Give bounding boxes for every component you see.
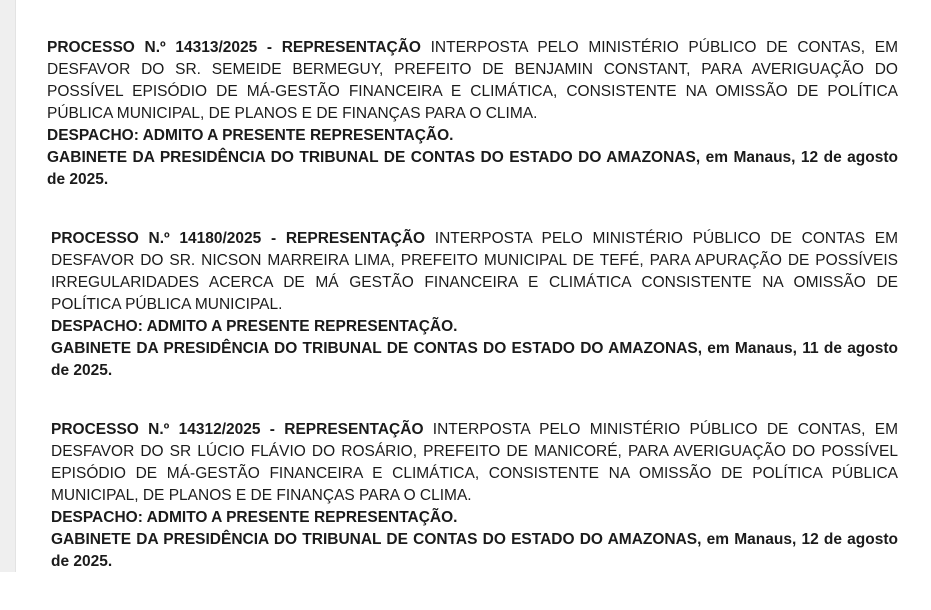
process-body: INTERPOSTA PELO MINISTÉRIO PÚBLICO DE CONTAS EM DESFAVOR DO SR. NICSON MARREIRA LIMA, PREFEITO MUNICIPAL DE TEFÉ, PARA APURAÇÃO DE POSSÍVEIS IRREGULARIDADES ACERCA DE MÁ GESTÃO FINANCEIRA E CLIMÁTICA CONSISTENTE NA OMISSÃO DE POLÍTICA PÚBLICA MUNICIPAL.: [51, 230, 899, 313]
gabinete-line: GABINETE DA PRESIDÊNCIA DO TRIBUNAL DE CONTAS DO ESTADO DO AMAZONAS, em Manaus, 12 de agosto de 2025.: [47, 149, 898, 188]
despacho-line: DESPACHO: ADMITO A PRESENTE REPRESENTAÇÃO.: [51, 318, 458, 335]
process-entry: [47, 37, 898, 191]
process-entry: [47, 228, 898, 382]
process-heading: PROCESSO N.º 14312/2025 - REPRESENTAÇÃO: [51, 421, 424, 438]
process-heading: PROCESSO N.º 14180/2025 - REPRESENTAÇÃO: [51, 230, 426, 247]
process-heading: PROCESSO N.º 14313/2025 - REPRESENTAÇÃO: [47, 39, 421, 56]
process-paragraph: [51, 419, 898, 507]
process-body: INTERPOSTA PELO MINISTÉRIO PÚBLICO DE CONTAS, EM DESFAVOR DO SR LÚCIO FLÁVIO DO ROSÁRIO, PREFEITO DE MANICORÉ, PARA AVERIGUAÇÃO DO POSSÍVEL EPISÓDIO DE MÁ-GESTÃO FINANCEIRA E CLIMÁTICA, CONSISTENTE NA OMISSÃO DE POLÍTICA PÚBLICA MUNICIPAL, DE PLANOS E DE FINANÇAS PARA O CLIMA.: [51, 421, 898, 504]
process-body: INTERPOSTA PELO MINISTÉRIO PÚBLICO DE CONTAS, EM DESFAVOR DO SR. SEMEIDE BERMEGUY, PREFEITO DE BENJAMIN CONSTANT, PARA AVERIGUAÇÃO DO POSSÍVEL EPISÓDIO DE MÁ-GESTÃO FINANCEIRA E CLIMÁTICA, CONSISTENTE NA OMISSÃO DE POLÍTICA PÚBLICA MUNICIPAL, DE PLANOS E DE FINANÇAS PARA O CLIMA.: [47, 39, 898, 122]
despacho-line: DESPACHO: ADMITO A PRESENTE REPRESENTAÇÃO.: [51, 509, 458, 526]
gabinete-line: GABINETE DA PRESIDÊNCIA DO TRIBUNAL DE CONTAS DO ESTADO DO AMAZONAS, em Manaus, 11 de agosto de 2025.: [51, 340, 898, 379]
despacho-line: DESPACHO: ADMITO A PRESENTE REPRESENTAÇÃO.: [47, 127, 454, 144]
process-entry: [47, 419, 898, 573]
process-paragraph: [47, 37, 898, 125]
gabinete-line: GABINETE DA PRESIDÊNCIA DO TRIBUNAL DE CONTAS DO ESTADO DO AMAZONAS, em Manaus, 12 de agosto de 2025.: [51, 531, 898, 570]
process-paragraph: [51, 228, 898, 316]
